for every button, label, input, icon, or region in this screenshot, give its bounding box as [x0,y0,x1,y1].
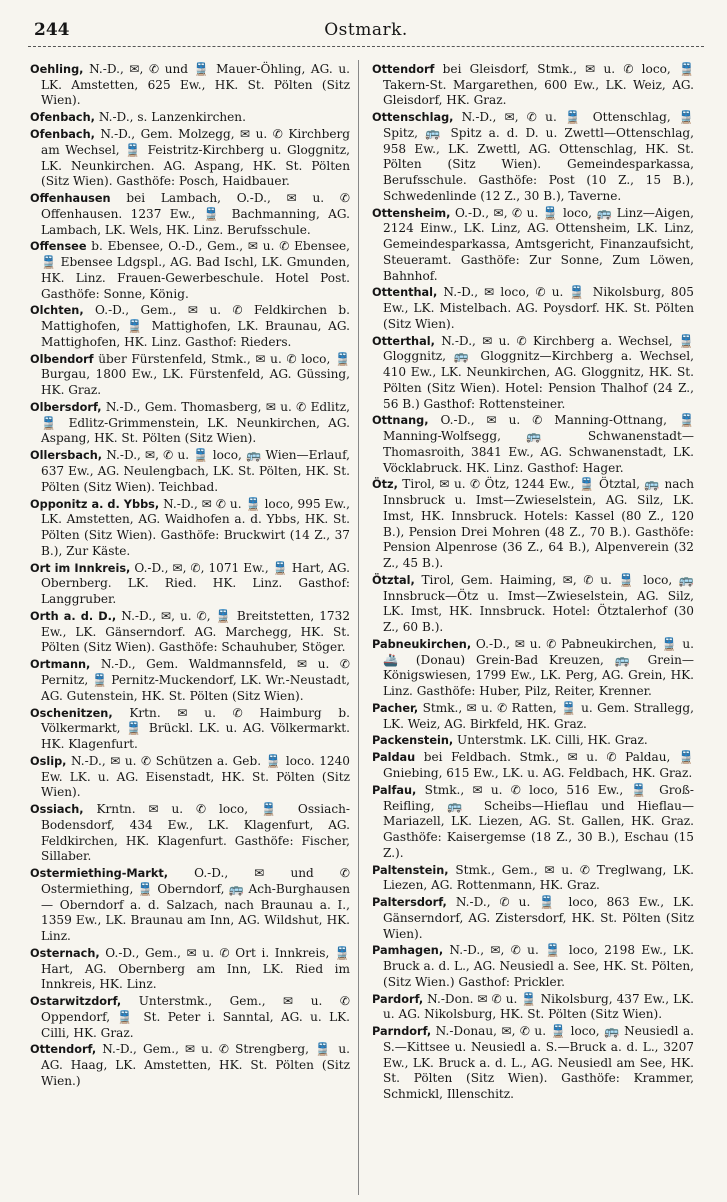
entry-text: N.-D., ✉ u. ✆ Schützen a. Geb. 🚆 loco. 1240 Ew. LK. u. AG. Eisenstadt, HK. St. Pölten (Sitz Wien). [41,753,350,800]
entry-place-name: Offenhausen [30,192,111,206]
directory-entry [372,783,694,862]
directory-entry [30,1042,350,1089]
entry-place-name: Ötz, [372,478,398,492]
directory-entry [372,750,694,781]
entry-text: N.-D., Gem. Molzegg, ✉ u. ✆ Kirchberg am Wechsel, 🚆 Feistritz-Kirchberg u. Gloggnitz, LK. Neunkirchen. AG. Aspang, HK. St. Pölten (Sitz Wien). Gasthöfe: Posch, Haidbauer. [41,127,350,189]
entry-text: N.-D., ✉ loco, ✆ u. 🚆 Nikolsburg, 805 Ew., LK. Mistelbach. AG. Poysdorf. HK. St. Pölten (Sitz Wien). [383,285,694,331]
entry-place-name: Ottenschlag, [372,111,454,125]
entry-text: über Fürstenfeld, Stmk., ✉ u. ✆ loco, 🚆 Burgau, 1800 Ew., LK. Fürstenfeld, AG. Güssing, HK. Graz. [41,351,350,398]
directory-entry [30,127,350,190]
directory-entry [372,992,694,1023]
entry-text: bei Lambach, O.-D., ✉ u. ✆ Offenhausen. 1237 Ew., 🚆 Bachmanning, AG. Lambach, LK. Wels, HK. Linz. Berufsschule. [41,191,350,237]
entry-place-name: Ofenbach, [30,111,95,125]
directory-entry [372,1024,694,1103]
entry-text: Krntn. ✉ u. ✆ loco, 🚆 Ossiach-Bodensdorf, 434 Ew., LK. Klagenfurt, AG. Feldkirchen, HK. Klagenfurt. Gasthöfe: Fischer, Sillaber. [41,802,350,864]
entry-place-name: Opponitz a. d. Ybbs, [30,497,160,511]
entry-place-name: Olbersdorf, [30,401,102,415]
entry-place-name: Ollersbach, [30,449,103,463]
entry-text: bei Gleisdorf, Stmk., ✉ u. ✆ loco, 🚆 Takern-St. Margarethen, 600 Ew., LK. Weiz, AG. Gleisdorf, HK. Graz. [383,62,694,108]
entry-text: O.-D., ✉ u. ✆ Pabneukirchen, 🚆 u. 🚢 (Donau) Grein-Bad Kreuzen, 🚌 Grein—Königswiesen, 1799 Ew., LK. Perg, AG. Grein, HK. Linz. Gasthöfe: Huber, Pilz, Reiter, Krenner. [383,636,694,698]
entry-text: Tirol, Gem. Haiming, ✉, ✆ u. 🚆 loco, 🚌 Innsbruck—Ötz u. Imst—Zwieselstein, AG. Silz, LK. Imst, HK. Innsbruck. Hotel: Ötztalerhof (30 Z., 60 B.). [383,572,694,634]
entry-place-name: Ottendorf [372,63,435,76]
entry-text: N.-D., ✉ u. ✆ Kirchberg a. Wechsel, 🚆 Gloggnitz, 🚌 Gloggnitz—Kirchberg a. Wechsel, 410 Ew., LK. Neunkirchen, AG. Gloggnitz, HK. St. Pölten (Sitz Wien). Hotel: Pension Thalhof (24 Z., 56 B.) Gasthof: Rottensteiner. [383,333,694,411]
entry-place-name: Ottensheim, [372,206,451,220]
entry-place-name: Ötztal, [372,573,415,587]
entry-text: O.-D., ✉, ✆ u. 🚆 loco, 🚌 Linz—Aigen, 2124 Einw., LK. Linz, AG. Ottensheim, LK. Linz, Gemeindesparkassa, Amtsgericht, Finanzaufsicht, Steueramt. Gasthöfe: Zur Sonne, Zum Löwen, Bahnhof. [383,205,694,283]
entry-text: O.-D., Gem., ✉ u. ✆ Feldkirchen b. Mattighofen, 🚆 Mattighofen, LK. Braunau, AG. Mattighofen, HK. Linz. Gasthof: Rieders. [41,303,350,349]
directory-entry [30,994,350,1041]
directory-entry [372,206,694,285]
entry-text: N.-D., ✉, ✆ u. 🚆 loco, 2198 Ew., LK. Bruck a. d. L., AG. Neusiedl a. See, HK. St. Pölten, (Sitz Wien.) Gasthof: Prickler. [383,943,694,989]
entry-text: N.-D., ✉, ✆ und 🚆 Mauer-Öhling, AG. u. LK. Amstetten, 625 Ew., HK. St. Pölten (Sitz Wien). [41,62,350,108]
entry-text: Tirol, ✉ u. ✆ Ötz, 1244 Ew., 🚆 Ötztal, 🚌 nach Innsbruck u. Imst—Zwieselstein, AG. Silz, LK. Imst, HK. Innsbruck. Hotels: Kassel (80 Z., 120 B.), Pension Drei Mohren (48 Z., 70 B.). Gasthöfe: Pension Alpenrose (36 Z., 64 B.), Alpenverein (32 Z., 45 B.). [383,477,694,570]
entry-place-name: Paltenstein, [372,863,449,877]
entry-place-name: Ostermiething-Markt, [30,867,169,881]
entry-place-name: Oslip, [30,754,67,768]
entry-text: bei Feldbach. Stmk., ✉ u. ✆ Paldau, 🚆 Gniebing, 615 Ew., LK. u. AG. Feldbach, HK. Graz. [383,750,694,780]
entry-text: N.-D., s. Lanzenkirchen. [94,110,246,125]
directory-entry [30,802,350,865]
right-column [372,62,694,1104]
entry-place-name: Ort im Innkreis, [30,561,131,575]
entry-text: N.-Donau, ✉, ✆ u. 🚆 loco, 🚌 Neusiedl a. S.—Kittsee u. Neusiedl a. S.—Bruck a. d. L., 3207 Ew., LK. Bruck a. d. L., AG. Neusiedl am See, HK. St. Pölten (Sitz Wien). Gasthöfe: Krammer, Schmickl, Illenschitz. [383,1024,694,1102]
entry-text: N.-D., ✆ u. 🚆 loco, 863 Ew., LK. Gänserndorf, AG. Zistersdorf, HK. St. Pölten (Sitz Wien). [383,895,694,941]
entry-place-name: Osternach, [30,946,100,960]
left-column [30,62,350,1091]
directory-entry [30,706,350,753]
entry-text: Stmk., ✉ u. ✆ Ratten, 🚆 u. Gem. Strallegg, LK. Weiz, AG. Birkfeld, HK. Graz. [383,700,694,731]
entry-text: N.-D., Gem. Waldmannsfeld, ✉ u. ✆ Pernitz, 🚆 Pernitz-Muckendorf, LK. Wr.-Neustadt, AG. Gutenstein, HK. St. Pölten (Sitz Wien). [41,657,350,703]
entry-text: Krtn. ✉ u. ✆ Haimburg b. Völkermarkt, 🚆 Brückl. LK. u. AG. Völkermarkt. HK. Klagenfurt. [41,705,350,751]
entry-place-name: Packenstein, [372,734,454,748]
page-number: 244 [34,20,70,40]
entry-place-name: Ottnang, [372,414,429,428]
directory-entry [30,497,350,560]
directory-entry [30,609,350,656]
directory-entry [372,733,694,749]
entry-place-name: Pamhagen, [372,944,444,958]
directory-entry [372,895,694,942]
entry-place-name: Ossiach, [30,803,84,817]
entry-place-name: Paltersdorf, [372,896,447,910]
entry-place-name: Ortmann, [30,658,91,672]
directory-entry [30,657,350,704]
entry-text: N.-D., ✉, ✆ u. 🚆 Ottenschlag, 🚆 Spitz, 🚌 Spitz a. d. D. u. Zwettl—Ottenschlag, 958 Ew., LK. Zwettl, AG. Ottenschlag, HK. St. Pölten (Sitz Wien). Gemeindesparkassa, Berufsschule. Gasthöfe: Post (10 Z., 15 B.), Schwedenlinde (12 Z., 30 B.), Taverne. [383,110,694,203]
entry-place-name: Parndorf, [372,1025,432,1039]
entry-place-name: Orth a. d. D., [30,609,117,623]
directory-entry [372,413,694,476]
entry-text: Stmk., Gem., ✉ u. ✆ Treglwang, LK. Liezen, AG. Rottenmann, HK. Graz. [383,862,694,893]
directory-entry [372,477,694,571]
directory-entry [30,754,350,801]
entry-place-name: Oehling, [30,63,84,76]
entry-place-name: Palfau, [372,783,417,797]
entry-text: Stmk., ✉ u. ✆ loco, 516 Ew., 🚆 Groß-Reifling, 🚌 Scheibs—Hieflau und Hieflau—Mariazell, LK. Liezen, AG. St. Gallen, HK. Graz. Gasthöfe: Kaisergemse (18 Z., 30 B.), Eschau (15 Z.). [383,782,694,860]
page-title: Ostmark. [324,20,408,40]
entry-text: O.-D., ✉ u. ✆ Manning-Ottnang, 🚆 Manning-Wolfsegg, 🚌 Schwanenstadt—Thomasroith, 3841 Ew., AG. Schwanenstadt, LK. Vöcklabruck. HK. Linz. Gasthof: Hager. [383,413,694,475]
entry-place-name: Ostarwitzdorf, [30,995,122,1009]
entry-text: Unterstmk., Gem., ✉ u. ✆ Oppendorf, 🚆 St. Peter i. Sanntal, AG. u. LK. Cilli, HK. Graz. [41,994,350,1040]
entry-place-name: Olbendorf [30,352,94,366]
directory-entry [372,110,694,204]
directory-entry [30,62,350,109]
directory-entry [30,239,350,302]
entry-text: b. Ebensee, O.-D., Gem., ✉ u. ✆ Ebensee, 🚆 Ebensee Ldgspl., AG. Bad Ischl, LK. Gmunden, HK. Linz. Frauen-Gewerbeschule. Hotel Post. Gasthöfe: Sonne, König. [41,239,350,301]
entry-text: O.-D., ✉, ✆, 1071 Ew., 🚆 Hart, AG. Obernberg. LK. Ried. HK. Linz. Gasthof: Langgruber. [41,560,350,607]
directory-entry [30,448,350,495]
entry-place-name: Oschenitzen, [30,706,113,720]
directory-entry [30,866,350,945]
entry-text: O.-D., ✉ und ✆ Ostermiething, 🚆 Oberndorf, 🚌 Ach-Burghausen — Oberndorf a. d. Salzach, nach Braunau a. I., 1359 Ew., LK. Braunau am Inn, AG. Wildshut, HK. Linz. [41,866,350,943]
directory-entry [372,285,694,332]
entry-text: N.-Don. ✉ ✆ u. 🚆 Nikolsburg, 437 Ew., LK. u. AG. Nikolsburg, HK. St. Pölten (Sitz Wien). [383,991,694,1022]
entry-place-name: Otterthal, [372,334,435,348]
entry-text: N.-D., Gem., ✉ u. ✆ Strengberg, 🚆 u. AG. Haag, LK. Amstetten, HK. St. Pölten (Sitz Wien.) [41,1042,350,1088]
entry-text: O.-D., Gem., ✉ u. ✆ Ort i. Innkreis, 🚆 Hart, AG. Obernberg am Inn, LK. Ried im Innkreis, HK. Linz. [41,945,350,992]
directory-entry [30,352,350,399]
entry-text: N.-D., Gem. Thomasberg, ✉ u. ✆ Edlitz, 🚆 Edlitz-Grimmenstein, LK. Neunkirchen, AG. Aspang, HK. St. Pölten (Sitz Wien). [41,400,350,446]
directory-entry [372,863,694,894]
entry-text: Unterstmk. LK. Cilli, HK. Graz. [453,733,648,748]
directory-entry [30,561,350,608]
directory-entry [372,637,694,700]
directory-entry [372,62,694,109]
directory-entry [372,573,694,636]
entry-place-name: Pardorf, [372,992,424,1006]
entry-text: N.-D., ✉ ✆ u. 🚆 loco, 995 Ew., LK. Amstetten, AG. Waidhofen a. d. Ybbs, HK. St. Pölten (Sitz Wien). Gasthöfe: Bruckwirt (14 Z., 37 B.), Zur Käste. [41,496,351,558]
entry-text: N.-D., ✉, ✆ u. 🚆 loco, 🚌 Wien—Erlauf, 637 Ew., AG. Neulengbach, LK. St. Pölten, HK. St. Pölten (Sitz Wien). Teichbad. [41,448,350,494]
directory-entry [30,191,350,238]
entry-place-name: Pacher, [372,701,419,715]
directory-entry [30,303,350,350]
directory-entry [30,946,350,993]
directory-entry [30,110,350,126]
entry-place-name: Olchten, [30,304,84,318]
directory-entry [30,400,350,447]
entry-place-name: Ottenthal, [372,286,438,300]
entry-place-name: Offensee [30,240,87,254]
directory-entry [372,701,694,732]
entry-place-name: Ofenbach, [30,128,95,142]
entry-text: N.-D., ✉, u. ✆, 🚆 Breitstetten, 1732 Ew., LK. Gänserndorf. AG. Marchegg, HK. St. Pölten (Sitz Wien). Gasthöfe: Schauhuber, Stöger. [41,608,351,655]
entry-place-name: Paldau [372,751,416,765]
entry-place-name: Pabneukirchen, [372,637,472,651]
page-header [28,20,704,47]
directory-entry [372,943,694,990]
directory-entry [372,334,694,413]
entry-place-name: Ottendorf, [30,1043,97,1057]
column-divider [358,60,359,1195]
